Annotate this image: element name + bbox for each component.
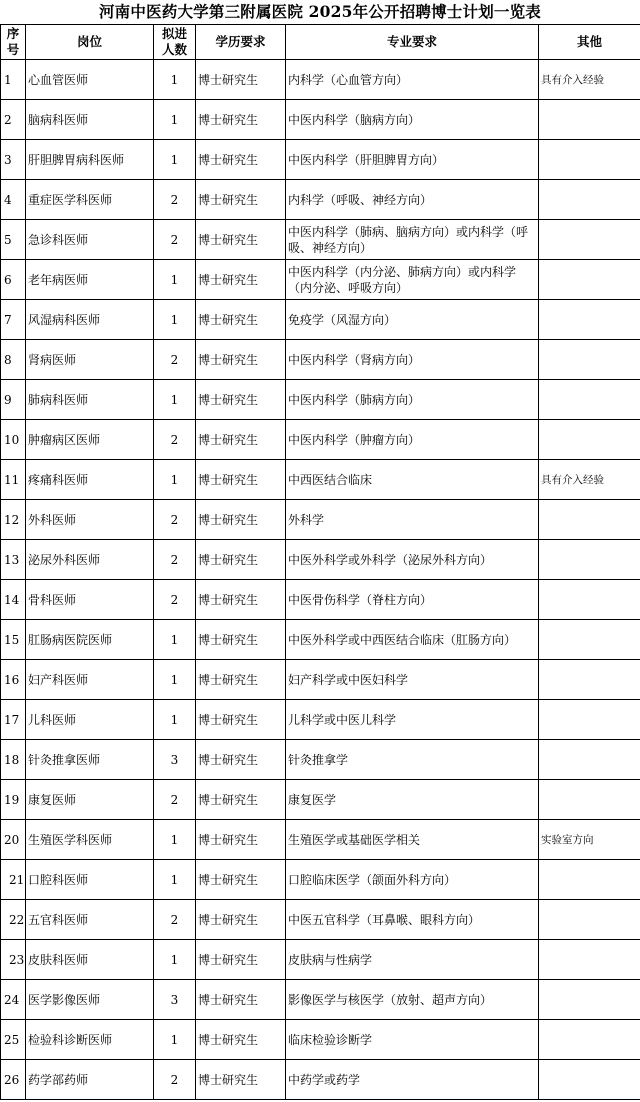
cell-no: 5 — [1, 220, 26, 260]
table-row — [1, 780, 640, 820]
cell-no: 21 — [1, 860, 26, 900]
cell-education: 博士研究生 — [196, 500, 286, 540]
table-row — [1, 380, 640, 420]
cell-no: 7 — [1, 300, 26, 340]
cell-qty: 1 — [154, 860, 196, 900]
cell-no: 4 — [1, 180, 26, 220]
cell-qty: 1 — [154, 1020, 196, 1060]
cell-other — [539, 940, 640, 980]
cell-education: 博士研究生 — [196, 540, 286, 580]
cell-major: 中医外科学或中西医结合临床（肛肠方向） — [286, 620, 539, 660]
cell-education: 博士研究生 — [196, 380, 286, 420]
cell-education: 博士研究生 — [196, 820, 286, 860]
cell-qty: 1 — [154, 460, 196, 500]
header-other: 其他 — [539, 25, 640, 60]
header-education: 学历要求 — [196, 25, 286, 60]
cell-qty: 3 — [154, 980, 196, 1020]
table-row — [1, 860, 640, 900]
cell-qty: 1 — [154, 700, 196, 740]
table-row — [1, 60, 640, 100]
cell-no: 6 — [1, 260, 26, 300]
header-position: 岗位 — [26, 25, 154, 60]
cell-education: 博士研究生 — [196, 740, 286, 780]
cell-no: 3 — [1, 140, 26, 180]
cell-education: 博士研究生 — [196, 460, 286, 500]
recruitment-table — [0, 24, 640, 1100]
cell-qty: 1 — [154, 260, 196, 300]
cell-major: 儿科学或中医儿科学 — [286, 700, 539, 740]
table-row — [1, 180, 640, 220]
cell-no: 9 — [1, 380, 26, 420]
cell-other — [539, 420, 640, 460]
cell-qty: 1 — [154, 300, 196, 340]
cell-education: 博士研究生 — [196, 60, 286, 100]
table-row — [1, 740, 640, 780]
cell-other — [539, 660, 640, 700]
table-row — [1, 100, 640, 140]
table-row — [1, 260, 640, 300]
cell-education: 博士研究生 — [196, 780, 286, 820]
table-row — [1, 500, 640, 540]
cell-qty: 2 — [154, 180, 196, 220]
cell-qty: 3 — [154, 740, 196, 780]
cell-other — [539, 140, 640, 180]
cell-no: 12 — [1, 500, 26, 540]
cell-other — [539, 180, 640, 220]
cell-education: 博士研究生 — [196, 180, 286, 220]
table-row — [1, 420, 640, 460]
cell-major: 影像医学与核医学（放射、超声方向） — [286, 980, 539, 1020]
cell-other — [539, 540, 640, 580]
header-row — [1, 25, 640, 60]
cell-major: 生殖医学或基础医学相关 — [286, 820, 539, 860]
cell-qty: 2 — [154, 900, 196, 940]
cell-education: 博士研究生 — [196, 900, 286, 940]
cell-other: 具有介入经验 — [539, 60, 640, 100]
cell-qty: 1 — [154, 820, 196, 860]
cell-other — [539, 340, 640, 380]
cell-position: 骨科医师 — [26, 580, 154, 620]
cell-position: 医学影像医师 — [26, 980, 154, 1020]
cell-position: 疼痛科医师 — [26, 460, 154, 500]
table-row — [1, 460, 640, 500]
cell-major: 中药学或药学 — [286, 1060, 539, 1100]
cell-position: 皮肤科医师 — [26, 940, 154, 980]
cell-position: 药学部药师 — [26, 1060, 154, 1100]
cell-education: 博士研究生 — [196, 980, 286, 1020]
cell-other — [539, 100, 640, 140]
cell-other — [539, 700, 640, 740]
cell-major: 针灸推拿学 — [286, 740, 539, 780]
cell-no: 11 — [1, 460, 26, 500]
cell-other — [539, 300, 640, 340]
table-row — [1, 660, 640, 700]
cell-no: 26 — [1, 1060, 26, 1100]
cell-no: 1 — [1, 60, 26, 100]
cell-other — [539, 780, 640, 820]
cell-other — [539, 1020, 640, 1060]
cell-major: 中医外科学或外科学（泌尿外科方向） — [286, 540, 539, 580]
table-row — [1, 140, 640, 180]
table-row — [1, 1060, 640, 1100]
cell-qty: 2 — [154, 540, 196, 580]
cell-qty: 1 — [154, 140, 196, 180]
cell-education: 博士研究生 — [196, 340, 286, 380]
cell-position: 外科医师 — [26, 500, 154, 540]
cell-position: 泌尿外科医师 — [26, 540, 154, 580]
cell-qty: 1 — [154, 100, 196, 140]
cell-position: 儿科医师 — [26, 700, 154, 740]
cell-position: 心血管医师 — [26, 60, 154, 100]
cell-education: 博士研究生 — [196, 300, 286, 340]
cell-position: 生殖医学科医师 — [26, 820, 154, 860]
cell-other: 实验室方向 — [539, 820, 640, 860]
cell-position: 五官科医师 — [26, 900, 154, 940]
table-row — [1, 820, 640, 860]
table-body — [1, 60, 640, 1100]
cell-position: 口腔科医师 — [26, 860, 154, 900]
cell-education: 博士研究生 — [196, 860, 286, 900]
cell-qty: 2 — [154, 340, 196, 380]
cell-other — [539, 860, 640, 900]
cell-no: 14 — [1, 580, 26, 620]
cell-qty: 2 — [154, 220, 196, 260]
table-row — [1, 300, 640, 340]
cell-education: 博士研究生 — [196, 140, 286, 180]
cell-education: 博士研究生 — [196, 620, 286, 660]
cell-education: 博士研究生 — [196, 700, 286, 740]
cell-other: 具有介入经验 — [539, 460, 640, 500]
cell-position: 重症医学科医师 — [26, 180, 154, 220]
cell-qty: 2 — [154, 420, 196, 460]
cell-no: 15 — [1, 620, 26, 660]
sheet-title: 河南中医药大学第三附属医院 2025年公开招聘博士计划一览表 — [98, 2, 542, 21]
cell-position: 肺病科医师 — [26, 380, 154, 420]
cell-other — [539, 500, 640, 540]
cell-position: 肾病医师 — [26, 340, 154, 380]
cell-position: 肿瘤病区医师 — [26, 420, 154, 460]
cell-major: 外科学 — [286, 500, 539, 540]
cell-position: 肝胆脾胃病科医师 — [26, 140, 154, 180]
cell-no: 20 — [1, 820, 26, 860]
cell-qty: 2 — [154, 1060, 196, 1100]
cell-education: 博士研究生 — [196, 1060, 286, 1100]
cell-no: 19 — [1, 780, 26, 820]
cell-major: 中医五官科学（耳鼻喉、眼科方向） — [286, 900, 539, 940]
cell-other — [539, 260, 640, 300]
table-row — [1, 700, 640, 740]
table-row — [1, 340, 640, 380]
cell-major: 口腔临床医学（颌面外科方向） — [286, 860, 539, 900]
cell-position: 针灸推拿医师 — [26, 740, 154, 780]
table-row — [1, 940, 640, 980]
cell-major: 皮肤病与性病学 — [286, 940, 539, 980]
cell-position: 老年病医师 — [26, 260, 154, 300]
header-major: 专业要求 — [286, 25, 539, 60]
cell-qty: 1 — [154, 60, 196, 100]
cell-education: 博士研究生 — [196, 220, 286, 260]
cell-other — [539, 580, 640, 620]
cell-major: 中医内科学（肺病方向） — [286, 380, 539, 420]
table-row — [1, 580, 640, 620]
cell-major: 免疫学（风湿方向） — [286, 300, 539, 340]
cell-qty: 2 — [154, 580, 196, 620]
header-qty: 拟进 人数 — [154, 25, 196, 60]
cell-position: 康复医师 — [26, 780, 154, 820]
cell-other — [539, 740, 640, 780]
cell-major: 中医内科学（脑病方向） — [286, 100, 539, 140]
cell-major: 中医骨伤科学（脊柱方向） — [286, 580, 539, 620]
cell-other — [539, 220, 640, 260]
table-row — [1, 540, 640, 580]
cell-major: 中医内科学（肝胆脾胃方向） — [286, 140, 539, 180]
cell-no: 23 — [1, 940, 26, 980]
cell-education: 博士研究生 — [196, 100, 286, 140]
cell-position: 肛肠病医院医师 — [26, 620, 154, 660]
table-row — [1, 1020, 640, 1060]
cell-other — [539, 900, 640, 940]
cell-qty: 1 — [154, 660, 196, 700]
cell-qty: 1 — [154, 380, 196, 420]
cell-major: 中西医结合临床 — [286, 460, 539, 500]
cell-other — [539, 380, 640, 420]
cell-education: 博士研究生 — [196, 580, 286, 620]
cell-major: 中医内科学（肿瘤方向） — [286, 420, 539, 460]
cell-position: 风湿病科医师 — [26, 300, 154, 340]
cell-major: 康复医学 — [286, 780, 539, 820]
cell-no: 22 — [1, 900, 26, 940]
cell-education: 博士研究生 — [196, 420, 286, 460]
cell-major: 中医内科学（肺病、脑病方向）或内科学（呼吸、神经方向） — [286, 220, 539, 260]
table-row — [1, 620, 640, 660]
table-row — [1, 900, 640, 940]
cell-qty: 1 — [154, 940, 196, 980]
cell-no: 25 — [1, 1020, 26, 1060]
cell-other — [539, 1060, 640, 1100]
cell-education: 博士研究生 — [196, 940, 286, 980]
cell-no: 2 — [1, 100, 26, 140]
cell-major: 临床检验诊断学 — [286, 1020, 539, 1060]
cell-no: 18 — [1, 740, 26, 780]
cell-education: 博士研究生 — [196, 1020, 286, 1060]
cell-position: 检验科诊断医师 — [26, 1020, 154, 1060]
cell-no: 8 — [1, 340, 26, 380]
cell-major: 中医内科学（肾病方向） — [286, 340, 539, 380]
cell-no: 24 — [1, 980, 26, 1020]
cell-qty: 2 — [154, 500, 196, 540]
cell-qty: 2 — [154, 780, 196, 820]
table-row — [1, 220, 640, 260]
cell-major: 内科学（心血管方向） — [286, 60, 539, 100]
cell-other — [539, 980, 640, 1020]
cell-position: 急诊科医师 — [26, 220, 154, 260]
cell-major: 中医内科学（内分泌、肺病方向）或内科学（内分泌、呼吸方向） — [286, 260, 539, 300]
header-no: 序 号 — [1, 25, 26, 60]
cell-no: 16 — [1, 660, 26, 700]
cell-major: 内科学（呼吸、神经方向） — [286, 180, 539, 220]
cell-other — [539, 620, 640, 660]
cell-education: 博士研究生 — [196, 260, 286, 300]
cell-major: 妇产科学或中医妇科学 — [286, 660, 539, 700]
cell-education: 博士研究生 — [196, 660, 286, 700]
table-row — [1, 980, 640, 1020]
cell-position: 脑病科医师 — [26, 100, 154, 140]
cell-no: 10 — [1, 420, 26, 460]
cell-qty: 1 — [154, 620, 196, 660]
cell-position: 妇产科医师 — [26, 660, 154, 700]
cell-no: 17 — [1, 700, 26, 740]
cell-no: 13 — [1, 540, 26, 580]
